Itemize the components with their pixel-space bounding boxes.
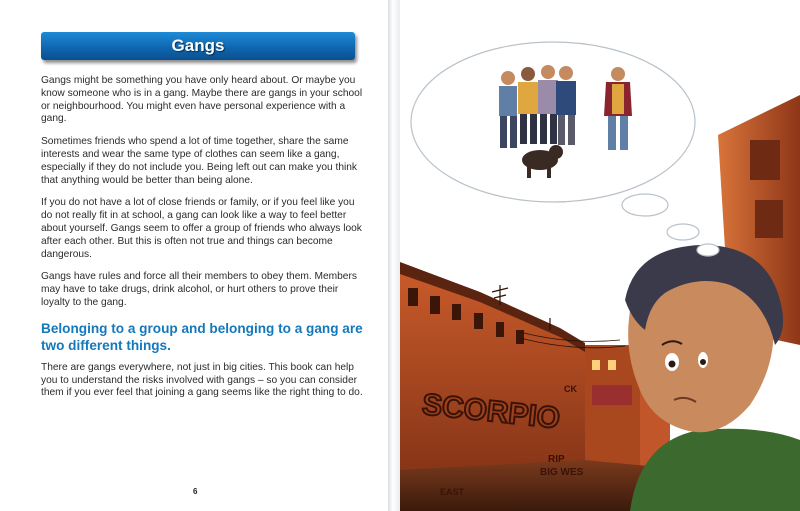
- illustration: [400, 0, 800, 511]
- graffiti-bigwes: BIG WES: [540, 467, 584, 478]
- page-title: Gangs: [171, 36, 225, 55]
- book-spine: [388, 0, 400, 511]
- illustration-art: [400, 0, 800, 511]
- closing-paragraph: There are gangs everywhere, not just in big cities. This book can help you to understand the risks involved with gangs – so you can consider them if you ever feel that joining a gang seems like the right thing to do.: [41, 361, 363, 399]
- graffiti-east: EAST: [440, 487, 465, 497]
- highlight-heading: Belonging to a group and belonging to a gang are two different things.: [41, 320, 363, 353]
- text-page: [0, 0, 389, 511]
- paragraph-1: Gangs might be something you have only heard about. Or maybe you know someone who is in a gang. Maybe there are gangs in your school or neighbourhood. You might even have personal experience with a gang.: [41, 75, 363, 125]
- body-text: [41, 75, 363, 410]
- paragraph-4: Gangs have rules and force all their members to obey them. Members may have to take drugs, drink alcohol, or hurt others to prove their loyalty to the gang.: [41, 271, 357, 308]
- paragraph-3: If you do not have a lot of close friends or family, or if you feel like you do not really fit in at school, a gang can look like a way to feel better about yourself. Gangs seem to offer a group of friends who always look after each other. But this is often not true and things can become dangerous.: [41, 197, 362, 260]
- graffiti-rip: RIP: [548, 454, 565, 465]
- page-number: 6: [193, 487, 198, 496]
- graffiti-ck: CK: [564, 384, 577, 394]
- paragraph-2: Sometimes friends who spend a lot of time together, share the same interests and wear the same type of clothes can seem like a gang, especially if they do not include you. Being left out can make you think that anything would be better than being alone.: [41, 136, 358, 186]
- graffiti-main: SCORPIO: [420, 388, 562, 436]
- title-banner: [41, 32, 355, 60]
